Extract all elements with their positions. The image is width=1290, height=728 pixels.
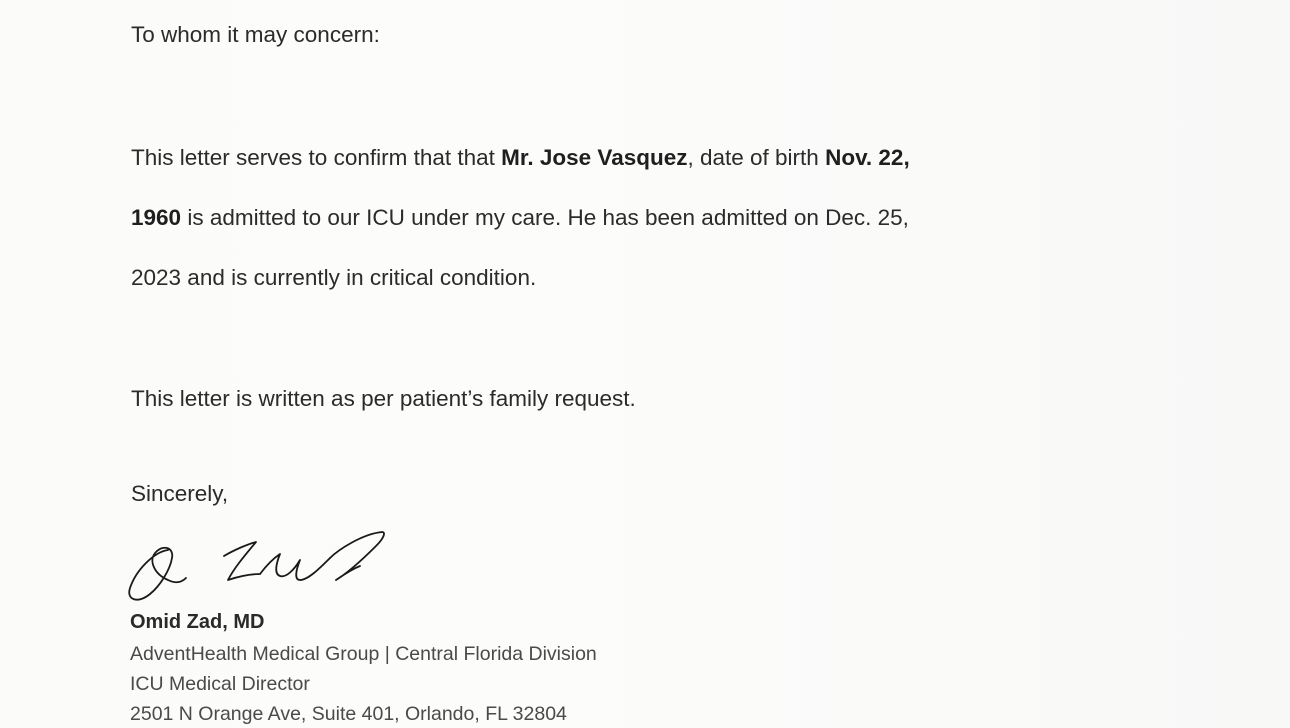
- paragraph-2: This letter is written as per patient’s family request.: [131, 386, 636, 411]
- handwritten-signature: [124, 530, 394, 612]
- paragraph-1-text: This letter serves to confirm that that: [131, 145, 502, 170]
- signer-address: 2501 N Orange Ave, Suite 401, Orlando, FL 32804: [130, 703, 567, 725]
- closing: Sincerely,: [131, 481, 229, 506]
- signer-name: Omid Zad, MD: [130, 611, 265, 633]
- paragraph-1-line-3: 2023 and is currently in critical condition.: [131, 265, 537, 290]
- signer-title: ICU Medical Director: [130, 673, 310, 695]
- date-of-birth-year: 1960: [131, 205, 182, 230]
- date-of-birth: Nov. 22,: [825, 145, 910, 170]
- greeting: To whom it may concern:: [131, 22, 380, 47]
- paragraph-1-line-1: [131, 145, 910, 171]
- patient-name: Mr. Jose Vasquez: [501, 145, 688, 170]
- paragraph-1-line-2: [131, 205, 909, 231]
- paragraph-1-text: is admitted to our ICU under my care. He has been admitted on Dec. 25,: [181, 205, 909, 230]
- signer-organization: AdventHealth Medical Group | Central Florida Division: [130, 643, 597, 665]
- paragraph-1-text: , date of birth: [687, 145, 826, 170]
